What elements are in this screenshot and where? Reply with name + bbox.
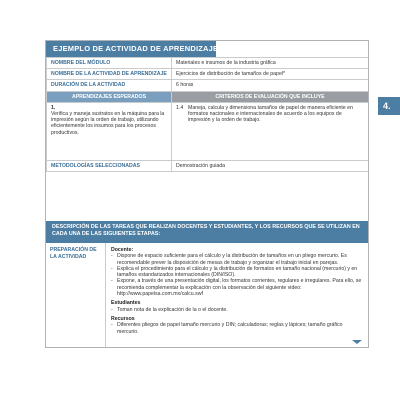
label-duracion: DURACIÓN DE LA ACTIVIDAD — [47, 80, 172, 91]
continue-arrow-icon — [352, 340, 362, 344]
chapter-tab: 4. — [378, 97, 400, 115]
estudiantes-item: - Toman nota de la explicación de la o el docente. — [111, 306, 228, 313]
value-duracion: 6 horas — [172, 80, 369, 91]
value-modulo: Materiales e insumos de la industria gráfica — [172, 58, 369, 69]
preparation-content — [106, 243, 368, 347]
docente-item: - Dispone de espacio suficiente para el cálculo y la distribución de tamaños en un pliego mercurio. Es recomendable prever la disposición de mesas de trabajo y organizar el trabajo inicial en parejas. — [111, 253, 347, 266]
row-duracion — [47, 80, 369, 91]
sheet-title: EJEMPLO DE ACTIVIDAD DE APRENDIZAJE — [46, 41, 216, 57]
value-metodologia: Demostración guiada — [172, 160, 369, 171]
row-learning — [47, 102, 369, 160]
criterio-number: 1.4 — [176, 104, 184, 111]
label-metodologia: METODOLOGÍAS SELECCIONADAS — [47, 160, 172, 171]
criterio-cell — [172, 102, 369, 160]
row-column-headers — [47, 91, 369, 102]
aprendizaje-text: Verifica y maneja sustratos en la máquina para la impresión según la orden de trabajo, utilizando eficientemente los insumos para los procesos productivos. — [51, 111, 165, 136]
docente-item: - Expone, a través de una presentación digital, los formatos corrientes, regulares e irregulares. Para ello, se recomienda complementar la explicación con la observación del siguiente video: http://www.papelsa.com.mx/calcu.swf — [111, 278, 362, 298]
label-actividad: NOMBRE DE LA ACTIVIDAD DE APRENDIZAJE — [47, 69, 172, 80]
docente-heading: Docente: — [111, 247, 134, 253]
preparation-section — [46, 243, 368, 347]
row-actividad — [47, 69, 369, 80]
preparation-label: PREPARACIÓN DE LA ACTIVIDAD — [46, 243, 106, 347]
aprendizaje-number: 1. — [51, 104, 56, 111]
docente-item: - Explica el procedimiento para el cálculo y la distribución de formatos en tamaño nacional (mercurio) y en tamaños estandarizados internacionales (DIN/ISO). — [111, 265, 358, 279]
header-criterios: CRITERIOS DE EVALUACIÓN QUE INCLUYE — [172, 91, 369, 102]
recursos-heading: Recursos — [111, 315, 135, 322]
aprendizaje-cell — [47, 102, 172, 160]
description-bar: DESCRIPCIÓN DE LAS TAREAS QUE REALIZAN DOCENTES Y ESTUDIANTES, Y LOS RECURSOS QUE SE UTILIZAN EN CADA UNA DE LAS SIGUIENTES ETAPAS: — [46, 221, 368, 243]
info-table — [46, 57, 369, 172]
criterio-text: Maneja, calcula y dimensiona tamaños de papel de manera eficiente en formatos nacionales e internacionales de acuerdo a los equipos de impresión y la orden de trabajo. — [188, 104, 353, 124]
header-aprendizajes: APRENDIZAJES ESPERADOS — [47, 91, 172, 102]
row-modulo — [47, 58, 369, 69]
value-actividad: Ejercicios de distribución de tamaños de papel* — [172, 69, 369, 80]
recursos-item: - Diferentes pliegos de papel tamaño mercurio y DIN; calculadoras; reglas y lápices; tamaño gráfico mercurio. — [111, 322, 343, 335]
label-modulo: NOMBRE DEL MÓDULO — [47, 58, 172, 69]
row-metodologia — [47, 160, 369, 171]
estudiantes-heading: Estudiantes — [111, 300, 141, 307]
activity-sheet — [45, 40, 369, 348]
